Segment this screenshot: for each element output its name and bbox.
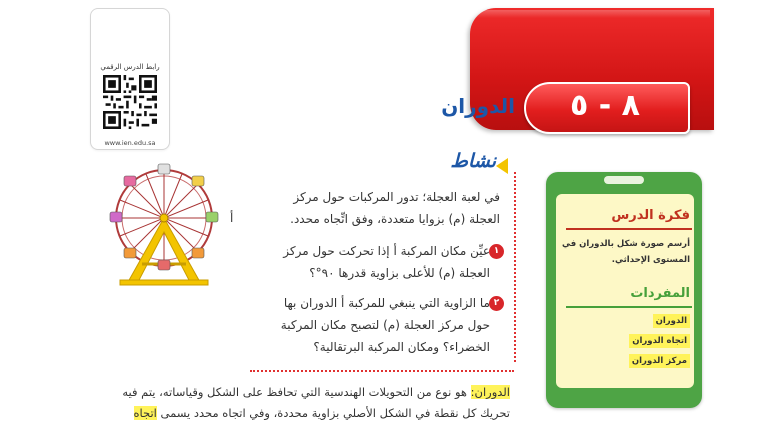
vocabulary-item: الدوران [653, 314, 690, 328]
vocabulary-item: مركز الدوران [629, 354, 690, 368]
lesson-idea-underline [566, 228, 692, 230]
definition-text: هو نوع من التحويلات الهندسية التي تحافظ على الشكل وقياساته، يتم فيه تحريك كل نقطة في الشكل الأصلي بزاوية محددة، وفي اتجاه محدد يسمى [122, 385, 510, 420]
activity-divider [514, 172, 516, 362]
vocabulary-title: المفردات [630, 286, 690, 301]
definition-paragraph [110, 382, 510, 424]
header-highlight [474, 10, 710, 18]
figure-label-a: أ [230, 211, 234, 225]
question-number: ١ [489, 244, 504, 259]
lesson-title: الدوران [441, 94, 515, 118]
question-number: ٢ [489, 296, 504, 311]
activity-arrow-icon [496, 158, 508, 174]
sidebar-card-tab [604, 176, 644, 184]
question-text: عيِّن مكان المركبة أ إذا تحركت حول مركز العجلة (م) للأعلى بزاوية قدرها ٩٠°؟ [283, 244, 490, 280]
vocabulary-underline [566, 306, 692, 308]
qr-label: رابط الدرس الرقمي [100, 63, 160, 71]
question-text: ما الزاوية التي ينبغي للمركبة أ الدوران بها حول مركز العجلة (م) لتصبح مكان المركبة الخضراء؟ ومكان المركبة البرتقالية؟ [280, 296, 490, 354]
activity-bottom-divider [250, 370, 514, 372]
vocabulary-item: اتجاه الدوران [629, 334, 690, 348]
qr-card[interactable] [90, 8, 170, 150]
lesson-idea-title: فكرة الدرس [611, 208, 690, 223]
activity-title: نشاط [450, 150, 496, 172]
definition-term: الدوران: [470, 385, 510, 399]
definition-trailing-term: اتجاه [133, 406, 157, 420]
qr-url[interactable]: www.ien.edu.sa [104, 139, 156, 147]
lesson-number: ٨ - ٥ [570, 88, 640, 123]
ferris-wheel-illustration [106, 160, 228, 290]
activity-intro: في لعبة العجلة؛ تدور المركبات حول مركز العجلة (م) بزوايا متعددة، وفق اتِّجاه محدد. [290, 190, 500, 226]
qr-code-icon[interactable] [103, 75, 157, 129]
lesson-idea-text: أرسم صورة شكل بالدوران في المستوى الإحداثي. [561, 239, 690, 265]
